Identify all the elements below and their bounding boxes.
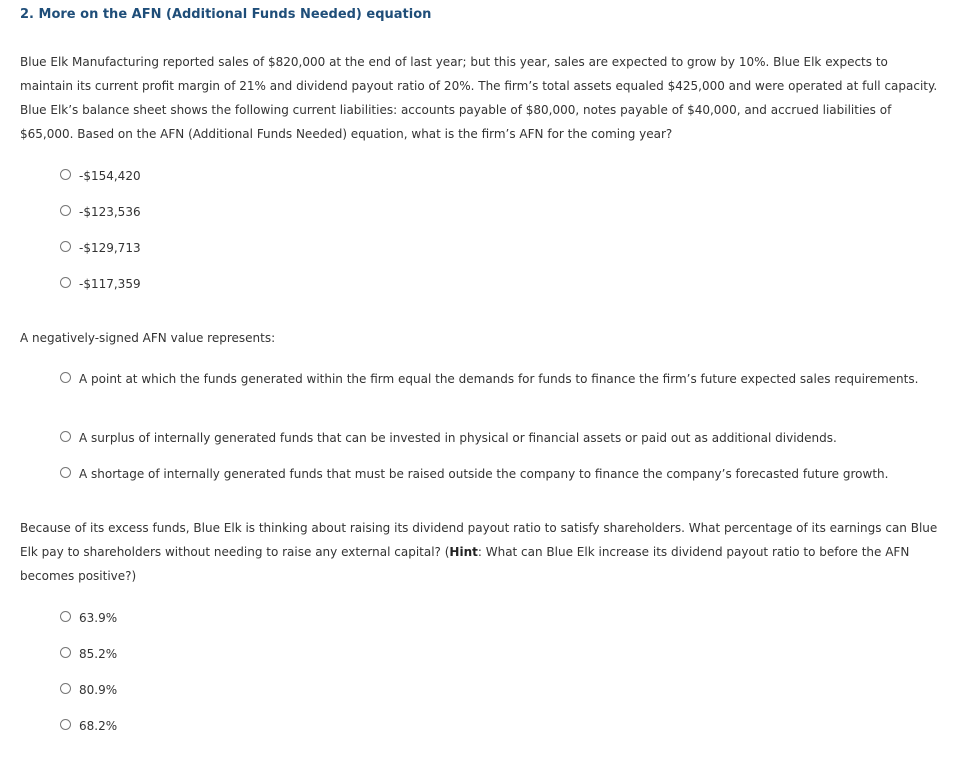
question-1-option-c[interactable]	[60, 236, 141, 272]
question-3-option-c[interactable]	[60, 678, 117, 714]
question-1-options	[60, 164, 141, 308]
question-2-option-a[interactable]	[60, 367, 940, 426]
question-3-option-a[interactable]	[60, 606, 117, 642]
question-3-options	[60, 606, 117, 750]
radio-button[interactable]	[60, 647, 71, 658]
question-3-option-b[interactable]	[60, 642, 117, 678]
question-1-text: Blue Elk Manufacturing reported sales of $820,000 at the end of last year; but this year, sales are expected to grow by 10%. Blue Elk expects to maintain its current profit margin of 21% and dividend payout ratio of 20%. The firm’s total assets equaled $425,000 and were operated at full capacity. Blue Elk’s balance sheet shows the following current liabilities: accounts payable of $80,000, notes payable of $40,000, and accrued liabilities of $65,000. Based on the AFN (Additional Funds Needed) equation, what is the firm’s AFN for the coming year?	[20, 55, 938, 141]
question-2-option-b[interactable]	[60, 426, 940, 462]
question-3-text-after: : What can Blue Elk increase its dividend payout ratio to before the AFN becomes positive?)	[20, 545, 910, 583]
question-3-text-before: Because of its excess funds, Blue Elk is thinking about raising its dividend payout ratio to satisfy shareholders. What percentage of its earnings can Blue Elk pay to shareholders without needing to raise any external capital? (	[20, 521, 938, 559]
radio-button[interactable]	[60, 719, 71, 730]
page-title: 2. More on the AFN (Additional Funds Needed) equation	[20, 7, 432, 22]
radio-button[interactable]	[60, 205, 71, 216]
option-label: -$154,420	[79, 169, 141, 183]
radio-button[interactable]	[60, 467, 71, 478]
radio-button[interactable]	[60, 169, 71, 180]
radio-button[interactable]	[60, 277, 71, 288]
option-label: 85.2%	[79, 647, 118, 661]
option-label: A surplus of internally generated funds that can be invested in physical or financial assets or paid out as additional dividends.	[79, 431, 837, 445]
option-label: -$117,359	[79, 277, 141, 291]
question-2-option-c[interactable]	[60, 462, 940, 498]
question-3-text	[20, 516, 942, 588]
radio-button[interactable]	[60, 431, 71, 442]
option-label: A shortage of internally generated funds that must be raised outside the company to finance the company’s forecasted future growth.	[79, 467, 889, 481]
question-3-option-d[interactable]	[60, 714, 117, 750]
radio-button[interactable]	[60, 241, 71, 252]
option-label: 63.9%	[79, 611, 118, 625]
question-1-option-a[interactable]	[60, 164, 141, 200]
radio-button[interactable]	[60, 611, 71, 622]
question-1-option-d[interactable]	[60, 272, 141, 308]
option-label: -$129,713	[79, 241, 141, 255]
radio-button[interactable]	[60, 372, 71, 383]
question-2-options	[60, 367, 940, 498]
option-label: 68.2%	[79, 719, 118, 733]
radio-button[interactable]	[60, 683, 71, 694]
option-label: -$123,536	[79, 205, 141, 219]
question-2-text: A negatively-signed AFN value represents:	[20, 331, 276, 345]
option-label: 80.9%	[79, 683, 118, 697]
option-label: A point at which the funds generated within the firm equal the demands for funds to finance the firm’s future expected sales requirements.	[79, 372, 919, 386]
question-1-option-b[interactable]	[60, 200, 141, 236]
hint-label: Hint	[449, 545, 478, 559]
